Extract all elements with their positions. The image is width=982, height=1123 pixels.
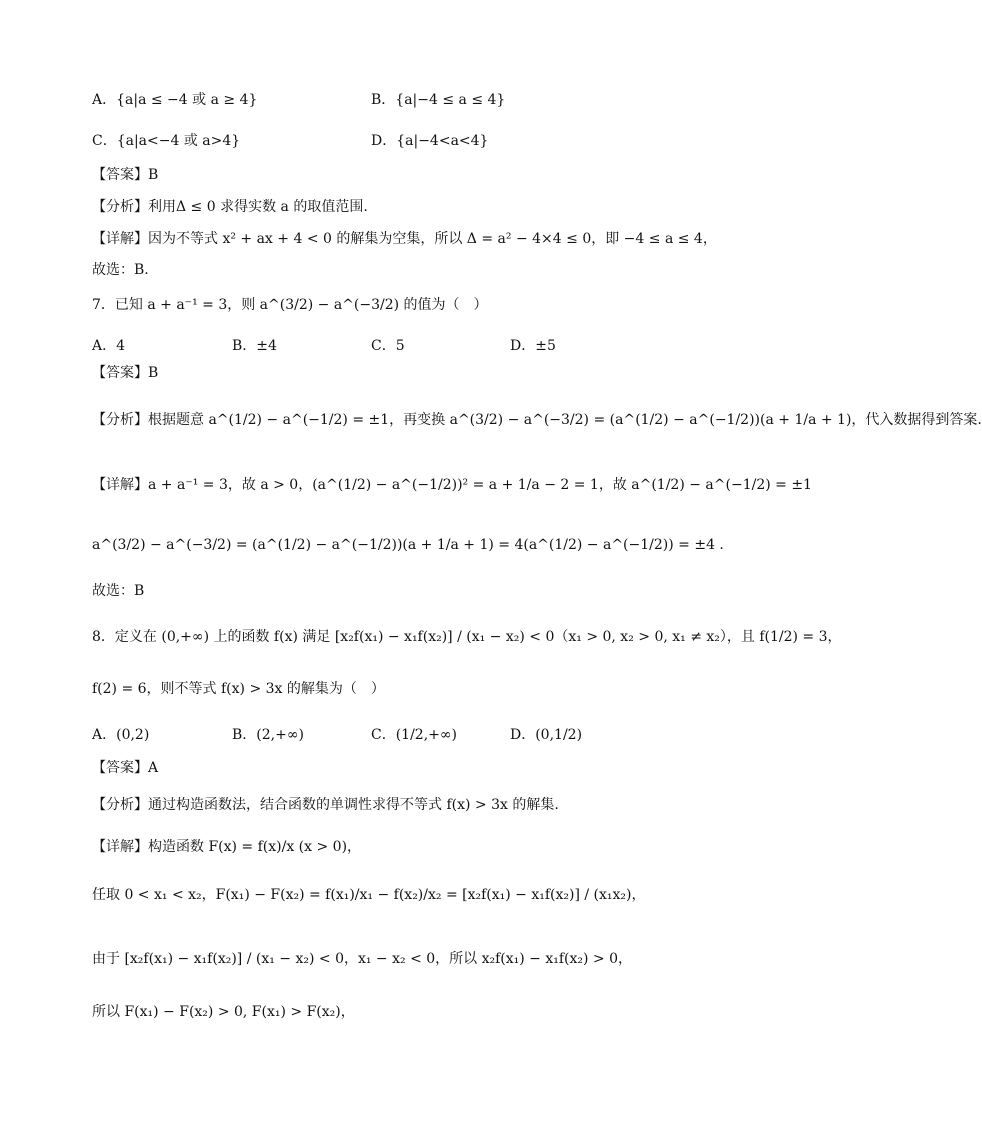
q6-option-a: A．{a|a ≤ −4 或 a ≥ 4} xyxy=(92,92,258,108)
q7-stem: 7．已知 a + a⁻¹ = 3，则 a^(3/2) − a^(−3/2) 的值为（ ） xyxy=(92,297,488,313)
q8-detail-1: 【详解】构造函数 F(x) = f(x)/x (x > 0)， xyxy=(92,839,362,855)
q7-option-c: C．5 xyxy=(371,338,405,354)
q8-answer: 【答案】A xyxy=(92,760,159,776)
q8-detail-4: 所以 F(x₁) − F(x₂) > 0, F(x₁) > F(x₂)， xyxy=(92,1004,355,1020)
q6-analysis: 【分析】利用Δ ≤ 0 求得实数 a 的取值范围. xyxy=(92,199,368,215)
q8-analysis: 【分析】通过构造函数法，结合函数的单调性求得不等式 f(x) > 3x 的解集. xyxy=(92,797,559,813)
q7-option-b: B．±4 xyxy=(232,338,277,354)
q7-option-a: A．4 xyxy=(92,338,126,354)
q8-option-b: B．(2,+∞) xyxy=(232,727,304,743)
q8-option-d: D．(0,1/2) xyxy=(510,727,583,743)
q8-stem-1: 8．定义在 (0,+∞) 上的函数 f(x) 满足 [x₂f(x₁) − x₁f(x₂)] / (x₁ − x₂) < 0（x₁ > 0, x₂ > 0, x₁ ≠ x₂），且 f(1/2) = 3， xyxy=(92,629,842,645)
q7-option-d: D．±5 xyxy=(510,338,556,354)
q7-conclusion: 故选：B xyxy=(92,583,145,599)
q8-detail-2: 任取 0 < x₁ < x₂，F(x₁) − F(x₂) = f(x₁)/x₁ − f(x₂)/x₂ = [x₂f(x₁) − x₁f(x₂)] / (x₁x₂)， xyxy=(92,887,646,903)
q6-option-d: D．{a|−4<a<4} xyxy=(371,133,489,149)
q7-detail-2: a^(3/2) − a^(−3/2) = (a^(1/2) − a^(−1/2))(a + 1/a + 1) = 4(a^(1/2) − a^(−1/2)) = ±4 . xyxy=(92,537,724,553)
q6-option-b: B．{a|−4 ≤ a ≤ 4} xyxy=(371,92,506,108)
q6-detail: 【详解】因为不等式 x² + ax + 4 < 0 的解集为空集，所以 Δ = a² − 4×4 ≤ 0，即 −4 ≤ a ≤ 4， xyxy=(92,231,717,247)
q8-option-c: C．(1/2,+∞) xyxy=(371,727,458,743)
q6-option-c: C．{a|a<−4 或 a>4} xyxy=(92,133,241,149)
q6-conclusion: 故选：B. xyxy=(92,262,149,278)
q8-option-a: A．(0,2) xyxy=(92,727,150,743)
q6-answer: 【答案】B xyxy=(92,167,159,183)
q7-answer: 【答案】B xyxy=(92,365,159,381)
q8-stem-2: f(2) = 6，则不等式 f(x) > 3x 的解集为（ ） xyxy=(92,681,385,697)
q8-detail-3: 由于 [x₂f(x₁) − x₁f(x₂)] / (x₁ − x₂) < 0，x₁ − x₂ < 0，所以 x₂f(x₁) − x₁f(x₂) > 0， xyxy=(92,951,633,967)
q7-detail-1: 【详解】a + a⁻¹ = 3，故 a > 0，(a^(1/2) − a^(−1/2))² = a + 1/a − 2 = 1，故 a^(1/2) − a^(−1/2) = ±1 xyxy=(92,477,812,493)
q7-analysis: 【分析】根据题意 a^(1/2) − a^(−1/2) = ±1，再变换 a^(3/2) − a^(−3/2) = (a^(1/2) − a^(−1/2))(a + 1/a + 1)，代入数据得到答案. xyxy=(92,412,982,428)
